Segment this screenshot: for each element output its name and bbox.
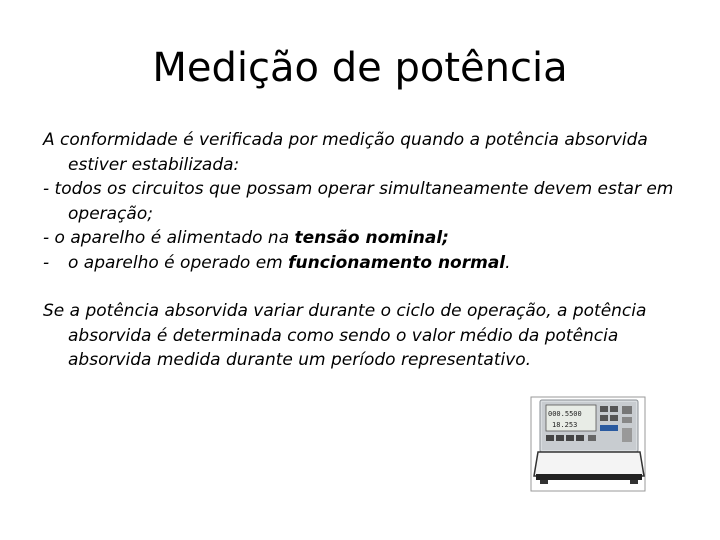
- intro-paragraph: A conformidade é verificada por medição quando a potência absorvida estiver estabilizada:: [43, 130, 648, 175]
- display-top-text: 000.5500: [548, 410, 582, 418]
- list-item-operation-text: o aparelho é operado em: [68, 252, 289, 273]
- list-item-voltage-bold: tensão nominal;: [294, 228, 449, 248]
- list-item-operation-suffix: .: [505, 252, 511, 273]
- closing-paragraph: Se a potência absorvida variar durante o ciclo de operação, a potência absorvida é determinada como sendo o valor médio da potência absorvida medida durante um período representativo.: [43, 301, 647, 370]
- list-item-circuits: - todos os circuitos que possam operar simultaneamente devem estar em operação;: [43, 179, 674, 224]
- list-item-operation: [43, 251, 683, 276]
- list-item-dash: -: [43, 252, 50, 273]
- slide-body: [43, 128, 683, 373]
- list-item-operation-bold: funcionamento normal: [288, 252, 506, 273]
- display-bottom-text: 18.253: [552, 421, 578, 429]
- power-meter-image: [528, 394, 648, 494]
- list-item-voltage: [43, 226, 683, 251]
- slide-title: Medição de potência: [152, 45, 568, 91]
- list-item-voltage-text: - o aparelho é alimentado na: [43, 228, 295, 248]
